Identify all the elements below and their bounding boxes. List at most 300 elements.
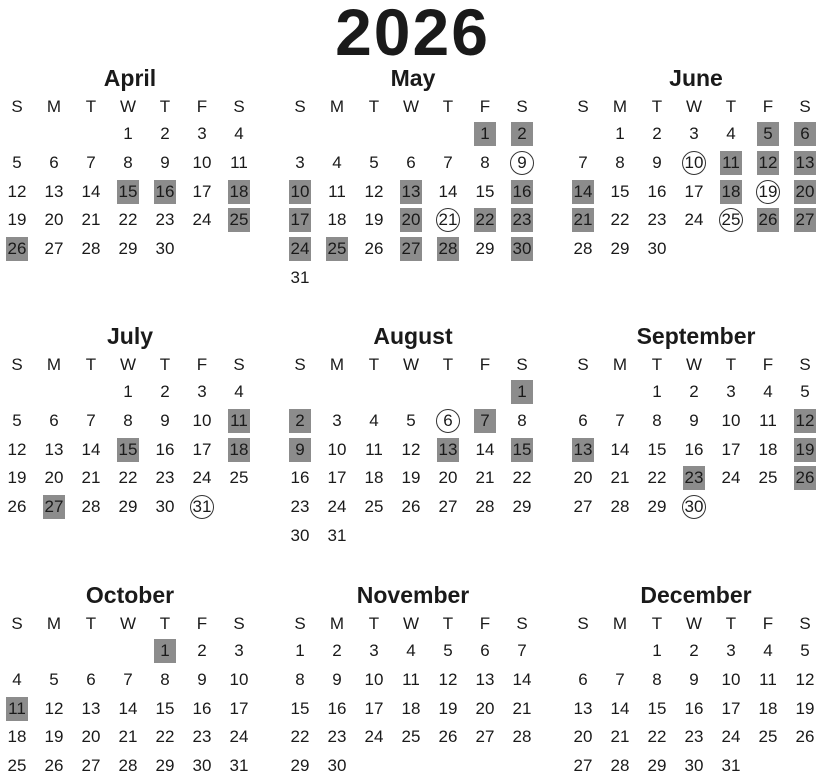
- day-cell: 9: [160, 152, 170, 172]
- day-cell: 16: [511, 180, 533, 204]
- day-cell: 12: [794, 409, 816, 433]
- day-cell: 23: [684, 727, 704, 747]
- day-cell: 13: [794, 151, 816, 175]
- day-cell: 27: [573, 497, 593, 517]
- day-cell: 2: [332, 641, 342, 660]
- weekday-header: M: [612, 614, 628, 633]
- day-cell: 1: [123, 124, 133, 143]
- day-cell: 8: [123, 152, 133, 172]
- day-cell: 25: [758, 727, 778, 747]
- weekday-header: T: [85, 614, 97, 633]
- day-cell: 28: [610, 497, 630, 517]
- day-cell: 26: [7, 497, 27, 517]
- day-cell: 1: [652, 382, 662, 401]
- day-cell: 8: [652, 669, 662, 689]
- day-cell: 24: [327, 497, 347, 517]
- day-cell: 1: [652, 641, 662, 660]
- day-cell: 14: [610, 698, 630, 718]
- day-cell: 10: [721, 410, 741, 430]
- day-cell: 19: [44, 727, 64, 747]
- day-cell: 15: [647, 439, 667, 459]
- weekday-header: S: [516, 614, 528, 633]
- day-cell: 18: [228, 180, 250, 204]
- day-cell: 16: [327, 698, 347, 718]
- day-cell: 4: [726, 124, 736, 143]
- day-cell: 11: [759, 669, 777, 689]
- day-cell: 27: [573, 756, 593, 776]
- day-cell: 28: [81, 239, 101, 259]
- day-cell: 11: [228, 409, 250, 433]
- day-cell: 6: [794, 122, 816, 146]
- day-cell: 30: [511, 237, 533, 261]
- day-cell: 29: [647, 756, 667, 776]
- day-cell: 21: [610, 468, 630, 488]
- day-cell: 13: [573, 698, 593, 718]
- weekday-header: T: [442, 614, 454, 633]
- day-cell: 30: [290, 526, 310, 545]
- day-cell: 18: [7, 727, 27, 747]
- day-cell: 14: [81, 181, 101, 201]
- day-cell: 30: [679, 495, 709, 519]
- day-cell: 25: [716, 208, 746, 232]
- weekday-header: M: [46, 614, 62, 633]
- weekday-header: T: [85, 97, 97, 116]
- day-cell: 21: [475, 468, 495, 488]
- day-cell: 20: [573, 468, 593, 488]
- day-cell: 21: [118, 727, 138, 747]
- weekday-header: S: [516, 355, 528, 374]
- day-cell: 13: [400, 180, 422, 204]
- day-cell: 19: [438, 698, 458, 718]
- day-cell: 19: [401, 468, 421, 488]
- day-cell: 28: [81, 497, 101, 517]
- day-cell: 24: [721, 468, 741, 488]
- weekday-header: F: [479, 355, 491, 374]
- weekday-header: F: [479, 614, 491, 633]
- day-cell: 2: [197, 641, 207, 660]
- day-cell: 9: [652, 152, 662, 172]
- day-cell: 18: [720, 180, 742, 204]
- day-cell: 15: [290, 698, 310, 718]
- day-cell: 22: [118, 210, 138, 230]
- day-cell: 31: [187, 495, 217, 519]
- day-cell: 5: [369, 152, 379, 172]
- day-cell: 7: [517, 641, 527, 660]
- day-cell: 12: [364, 181, 384, 201]
- weekday-header: W: [402, 614, 420, 633]
- day-cell: 30: [647, 239, 667, 259]
- day-cell: 5: [757, 122, 779, 146]
- day-cell: 28: [610, 756, 630, 776]
- day-cell: 16: [154, 180, 176, 204]
- day-cell: 25: [401, 727, 421, 747]
- day-cell: 17: [327, 468, 347, 488]
- day-cell: 15: [647, 698, 667, 718]
- day-cell: 28: [512, 727, 532, 747]
- day-cell: 18: [327, 210, 347, 230]
- weekday-header: S: [294, 614, 306, 633]
- day-cell: 4: [332, 152, 342, 172]
- weekday-header: W: [685, 97, 703, 116]
- day-cell: 5: [443, 641, 453, 660]
- day-cell: 19: [795, 698, 815, 718]
- day-cell: 31: [721, 756, 741, 776]
- day-cell: 10: [721, 669, 741, 689]
- day-cell: 13: [475, 669, 495, 689]
- day-cell: 17: [684, 181, 704, 201]
- day-cell: 17: [721, 698, 741, 718]
- day-cell: 3: [369, 641, 379, 660]
- weekday-header: T: [442, 97, 454, 116]
- day-cell: 22: [647, 727, 667, 747]
- day-cell: 24: [192, 210, 212, 230]
- day-cell: 6: [433, 409, 463, 433]
- day-cell: 29: [647, 497, 667, 517]
- day-cell: 10: [679, 151, 709, 175]
- day-cell: 24: [229, 727, 249, 747]
- day-cell: 9: [689, 669, 699, 689]
- day-cell: 24: [364, 727, 384, 747]
- day-cell: 1: [511, 380, 533, 404]
- day-cell: 4: [12, 669, 22, 689]
- day-cell: 17: [721, 439, 741, 459]
- day-cell: 3: [197, 124, 207, 143]
- day-cell: 3: [234, 641, 244, 660]
- day-cell: 16: [684, 439, 704, 459]
- day-cell: 17: [192, 439, 212, 459]
- weekday-header: T: [368, 97, 380, 116]
- day-cell: 23: [290, 497, 310, 517]
- day-cell: 3: [726, 382, 736, 401]
- day-cell: 15: [155, 698, 175, 718]
- day-cell: 6: [578, 669, 588, 689]
- day-cell: 2: [289, 409, 311, 433]
- day-cell: 28: [475, 497, 495, 517]
- day-cell: 1: [474, 122, 496, 146]
- day-cell: 8: [160, 669, 170, 689]
- day-cell: 7: [615, 410, 625, 430]
- day-cell: 3: [332, 410, 342, 430]
- day-cell: 9: [160, 410, 170, 430]
- day-cell: 27: [794, 208, 816, 232]
- day-cell: 4: [369, 410, 379, 430]
- weekday-header: T: [725, 355, 737, 374]
- day-cell: 15: [610, 181, 630, 201]
- day-cell: 20: [44, 210, 64, 230]
- day-cell: 4: [763, 382, 773, 401]
- day-cell: 23: [683, 466, 705, 490]
- weekday-header: S: [799, 355, 811, 374]
- weekday-header: F: [762, 614, 774, 633]
- day-cell: 30: [327, 756, 347, 776]
- day-cell: 7: [86, 410, 96, 430]
- day-cell: 8: [295, 669, 305, 689]
- day-cell: 2: [689, 641, 699, 660]
- day-cell: 11: [759, 410, 777, 430]
- day-cell: 7: [123, 669, 133, 689]
- month-title: May: [390, 65, 436, 91]
- day-cell: 5: [49, 669, 59, 689]
- day-cell: 31: [290, 268, 310, 287]
- month-title: April: [103, 65, 157, 91]
- weekday-header: T: [651, 97, 663, 116]
- weekday-header: S: [516, 97, 528, 116]
- day-cell: 12: [757, 151, 779, 175]
- day-cell: 13: [437, 438, 459, 462]
- day-cell: 2: [689, 382, 699, 401]
- day-cell: 15: [511, 438, 533, 462]
- day-cell: 29: [512, 497, 532, 517]
- month-title: October: [85, 582, 175, 608]
- weekday-header: W: [402, 355, 420, 374]
- day-cell: 25: [228, 208, 250, 232]
- day-cell: 20: [573, 727, 593, 747]
- weekday-header: W: [685, 614, 703, 633]
- day-cell: 12: [438, 669, 458, 689]
- day-cell: 5: [12, 410, 22, 430]
- day-cell: 17: [229, 698, 249, 718]
- day-cell: 18: [228, 438, 250, 462]
- day-cell: 2: [160, 124, 170, 143]
- month-title: December: [640, 582, 752, 608]
- day-cell: 16: [647, 181, 667, 201]
- month-title: September: [636, 323, 756, 349]
- day-cell: 22: [474, 208, 496, 232]
- day-cell: 7: [615, 669, 625, 689]
- day-cell: 11: [230, 152, 248, 172]
- day-cell: 13: [44, 181, 64, 201]
- weekday-header: F: [479, 97, 491, 116]
- weekday-header: S: [294, 355, 306, 374]
- weekday-header: F: [196, 355, 208, 374]
- weekday-header: S: [11, 97, 23, 116]
- day-cell: 5: [12, 152, 22, 172]
- day-cell: 25: [326, 237, 348, 261]
- day-cell: 9: [689, 410, 699, 430]
- day-cell: 28: [573, 239, 593, 259]
- day-cell: 19: [7, 468, 27, 488]
- weekday-header: W: [119, 614, 137, 633]
- day-cell: 27: [400, 237, 422, 261]
- day-cell: 26: [757, 208, 779, 232]
- day-cell: 6: [480, 641, 490, 660]
- weekday-header: M: [612, 355, 628, 374]
- weekday-header: S: [294, 97, 306, 116]
- day-cell: 21: [433, 208, 463, 232]
- month-title: August: [373, 323, 453, 349]
- weekday-header: F: [196, 614, 208, 633]
- day-cell: 9: [289, 438, 311, 462]
- day-cell: 15: [117, 180, 139, 204]
- weekday-header: T: [85, 355, 97, 374]
- weekday-header: S: [577, 614, 589, 633]
- weekday-header: M: [612, 97, 628, 116]
- day-cell: 27: [43, 495, 65, 519]
- day-cell: 19: [753, 180, 783, 204]
- day-cell: 25: [229, 468, 249, 488]
- weekday-header: S: [577, 97, 589, 116]
- day-cell: 2: [511, 122, 533, 146]
- day-cell: 27: [438, 497, 458, 517]
- day-cell: 2: [652, 124, 662, 143]
- day-cell: 29: [290, 756, 310, 776]
- day-cell: 10: [192, 410, 212, 430]
- day-cell: 4: [234, 124, 244, 143]
- day-cell: 6: [406, 152, 416, 172]
- day-cell: 14: [512, 669, 532, 689]
- day-cell: 22: [290, 727, 310, 747]
- day-cell: 24: [192, 468, 212, 488]
- weekday-header: S: [577, 355, 589, 374]
- month-title: June: [669, 65, 723, 91]
- day-cell: 21: [512, 698, 532, 718]
- day-cell: 8: [615, 152, 625, 172]
- day-cell: 3: [689, 124, 699, 143]
- day-cell: 29: [475, 239, 495, 259]
- day-cell: 30: [155, 497, 175, 517]
- day-cell: 11: [6, 697, 28, 721]
- day-cell: 3: [726, 641, 736, 660]
- day-cell: 20: [81, 727, 101, 747]
- day-cell: 19: [7, 210, 27, 230]
- weekday-header: S: [11, 614, 23, 633]
- weekday-header: T: [725, 614, 737, 633]
- day-cell: 18: [758, 698, 778, 718]
- day-cell: 31: [327, 526, 347, 545]
- day-cell: 22: [155, 727, 175, 747]
- weekday-header: T: [368, 614, 380, 633]
- day-cell: 4: [406, 641, 416, 660]
- day-cell: 10: [192, 152, 212, 172]
- day-cell: 4: [234, 382, 244, 401]
- weekday-header: T: [651, 355, 663, 374]
- day-cell: 20: [475, 698, 495, 718]
- day-cell: 25: [758, 468, 778, 488]
- day-cell: 14: [81, 439, 101, 459]
- day-cell: 6: [49, 410, 59, 430]
- day-cell: 27: [475, 727, 495, 747]
- day-cell: 29: [155, 756, 175, 776]
- weekday-header: W: [119, 97, 137, 116]
- day-cell: 12: [401, 439, 421, 459]
- day-cell: 3: [197, 382, 207, 401]
- day-cell: 10: [289, 180, 311, 204]
- day-cell: 23: [647, 210, 667, 230]
- day-cell: 30: [155, 239, 175, 259]
- day-cell: 13: [81, 698, 101, 718]
- weekday-header: W: [119, 355, 137, 374]
- day-cell: 12: [7, 439, 27, 459]
- weekday-header: T: [442, 355, 454, 374]
- day-cell: 23: [155, 210, 175, 230]
- day-cell: 27: [44, 239, 64, 259]
- weekday-header: F: [196, 97, 208, 116]
- day-cell: 22: [647, 468, 667, 488]
- day-cell: 10: [327, 439, 347, 459]
- day-cell: 28: [437, 237, 459, 261]
- day-cell: 22: [610, 210, 630, 230]
- day-cell: 7: [578, 152, 588, 172]
- day-cell: 26: [795, 727, 815, 747]
- day-cell: 26: [794, 466, 816, 490]
- day-cell: 16: [290, 468, 310, 488]
- day-cell: 14: [610, 439, 630, 459]
- day-cell: 7: [86, 152, 96, 172]
- day-cell: 9: [507, 151, 537, 175]
- day-cell: 8: [480, 152, 490, 172]
- day-cell: 14: [475, 439, 495, 459]
- day-cell: 15: [475, 181, 495, 201]
- day-cell: 23: [155, 468, 175, 488]
- day-cell: 26: [364, 239, 384, 259]
- day-cell: 13: [572, 438, 594, 462]
- day-cell: 30: [192, 756, 212, 776]
- day-cell: 20: [44, 468, 64, 488]
- day-cell: 19: [364, 210, 384, 230]
- day-cell: 16: [192, 698, 212, 718]
- day-cell: 20: [438, 468, 458, 488]
- day-cell: 21: [81, 468, 101, 488]
- day-cell: 17: [364, 698, 384, 718]
- day-cell: 24: [721, 727, 741, 747]
- day-cell: 14: [438, 181, 458, 201]
- day-cell: 20: [400, 208, 422, 232]
- day-cell: 6: [86, 669, 96, 689]
- day-cell: 23: [192, 727, 212, 747]
- weekday-header: S: [799, 97, 811, 116]
- day-cell: 1: [154, 639, 176, 663]
- weekday-header: M: [329, 97, 345, 116]
- day-cell: 23: [327, 727, 347, 747]
- day-cell: 31: [229, 756, 249, 776]
- day-cell: 17: [192, 181, 212, 201]
- day-cell: 16: [155, 439, 175, 459]
- weekday-header: S: [233, 614, 245, 633]
- day-cell: 23: [511, 208, 533, 232]
- day-cell: 29: [118, 239, 138, 259]
- day-cell: 1: [295, 641, 305, 660]
- day-cell: 12: [795, 669, 815, 689]
- weekday-header: W: [402, 97, 420, 116]
- weekday-header: S: [233, 355, 245, 374]
- day-cell: 16: [684, 698, 704, 718]
- day-cell: 26: [6, 237, 28, 261]
- day-cell: 8: [652, 410, 662, 430]
- day-cell: 25: [364, 497, 384, 517]
- weekday-header: T: [159, 97, 171, 116]
- day-cell: 20: [794, 180, 816, 204]
- weekday-header: M: [46, 97, 62, 116]
- day-cell: 3: [295, 152, 305, 172]
- day-cell: 22: [118, 468, 138, 488]
- day-cell: 8: [123, 410, 133, 430]
- day-cell: 26: [438, 727, 458, 747]
- day-cell: 10: [364, 669, 384, 689]
- day-cell: 29: [118, 497, 138, 517]
- day-cell: 5: [800, 641, 810, 660]
- month-title: November: [356, 582, 470, 608]
- day-cell: 19: [794, 438, 816, 462]
- day-cell: 12: [7, 181, 27, 201]
- weekday-header: S: [799, 614, 811, 633]
- day-cell: 21: [572, 208, 594, 232]
- day-cell: 11: [402, 669, 420, 689]
- day-cell: 9: [332, 669, 342, 689]
- day-cell: 14: [572, 180, 594, 204]
- day-cell: 12: [44, 698, 64, 718]
- day-cell: 11: [720, 151, 742, 175]
- weekday-header: T: [368, 355, 380, 374]
